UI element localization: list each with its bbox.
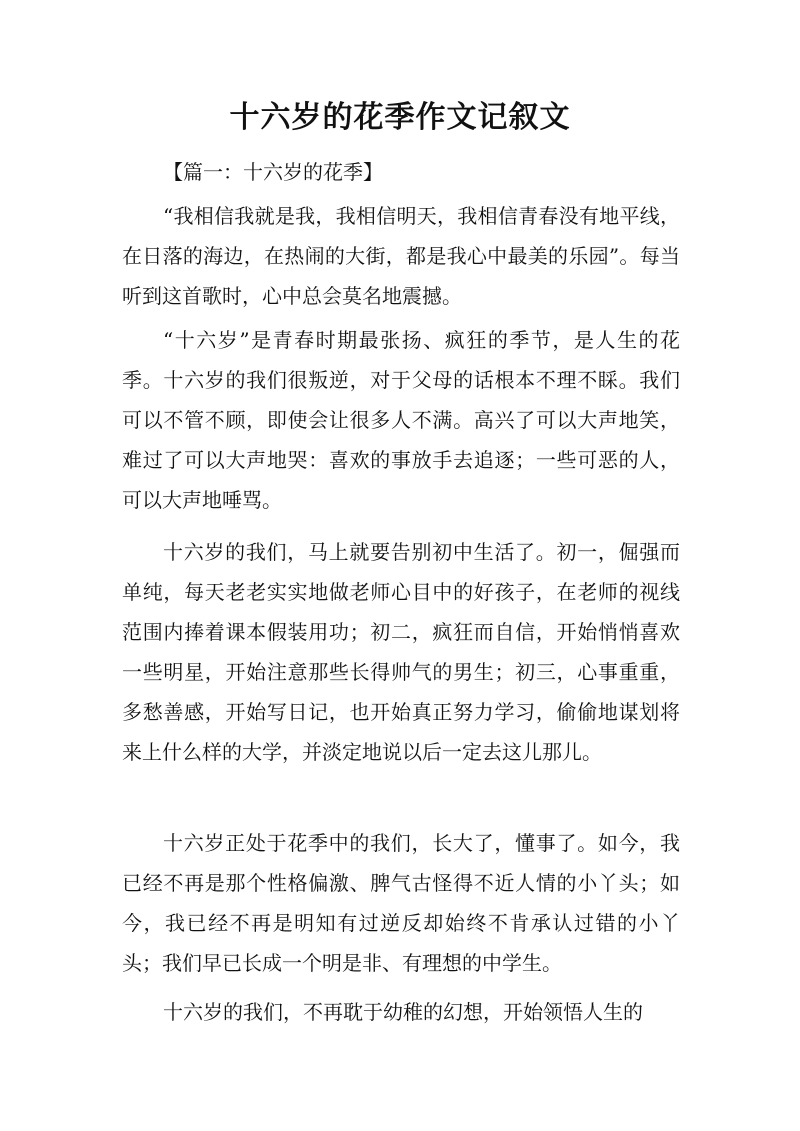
paragraph-2: “十六岁”是青春时期最张扬、疯狂的季节，是人生的花季。十六岁的我们很叛逆，对于父母的话根本不理不睬。我们可以不管不顾，即使会让很多人不满。高兴了可以大声地笑，难过了可以大声地哭：喜欢的事放手去追逐；一些可恶的人，可以大声地唾骂。 [122,328,680,512]
paragraph-1: “我相信我就是我，我相信明天，我相信青春没有地平线，在日落的海边，在热闹的大街，都是我心中最美的乐园”。每当听到这首歌时，心中总会莫名地震撼。 [122,204,680,308]
section-label: 【篇一：十六岁的花季】 [163,160,383,184]
paragraph-4: 十六岁正处于花季中的我们，长大了，懂事了。如今，我已经不再是那个性格偏激、脾气古怪得不近人情的小丫头；如今，我已经不再是明知有过逆反却始终不肯承认过错的小丫头；我们早已长成一个明是非、有理想的中学生。 [122,831,680,975]
paragraph-5: 十六岁的我们，不再耽于幼稚的幻想，开始领悟人生的 [163,1000,643,1024]
document-title: 十六岁的花季作文记叙文 [229,100,571,135]
paragraph-3: 十六岁的我们，马上就要告别初中生活了。初一，倔强而单纯，每天老老实实地做老师心目中的好孩子，在老师的视线范围内捧着课本假装用功；初二，疯狂而自信，开始悄悄喜欢一些明星，开始注意那些长得帅气的男生；初三，心事重重，多愁善感，开始写日记，也开始真正努力学习，偷偷地谋划将来上什么样的大学，并淡定地说以后一定去这儿那儿。 [122,540,680,764]
